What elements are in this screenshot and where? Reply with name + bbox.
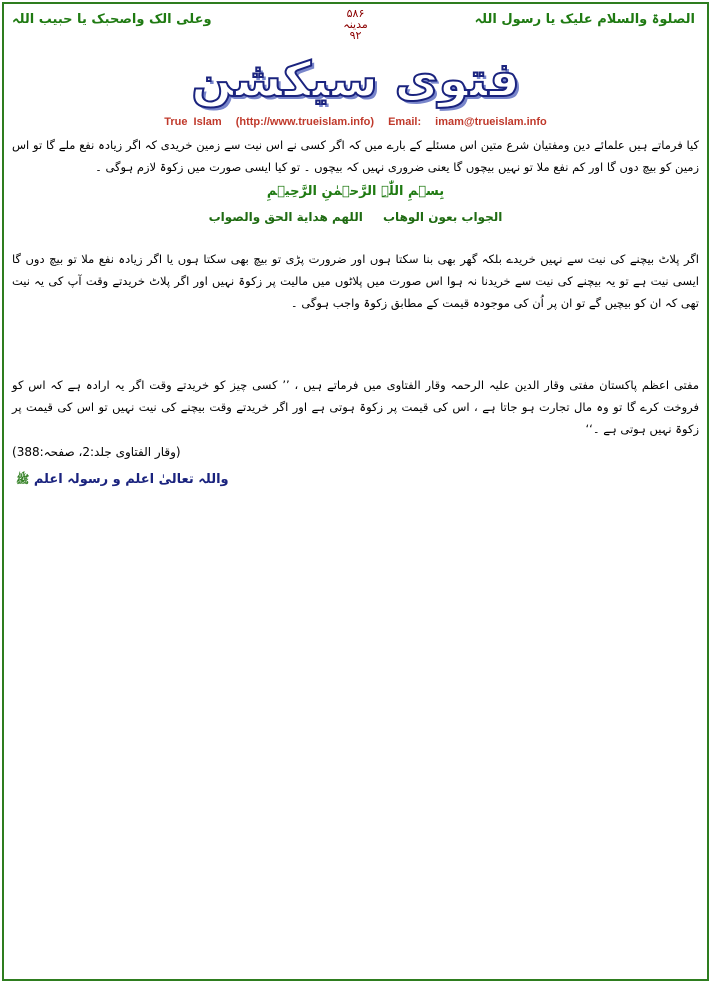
closing-text: واللہ تعالیٰ اعلم و رسولہ اعلم <box>33 472 229 487</box>
site-url-link[interactable]: (http://www.trueislam.info) <box>235 116 375 128</box>
page-title: فتوی سیکشن <box>191 52 520 108</box>
closing-line <box>12 472 229 489</box>
answer-paragraph-1: اگر پلاٹ بیچنے کی نیت سے نہیں خریدے بلکہ گھر بھی بنا سکتا ہوں اور ضرورت پڑی تو بیچ بھی سکتا ہوں یا اگر زیادہ نفع ملا تو بیچ دوں گا ایسی نیت ہے تو یہ بیچنے کی نیت سے خریدنا نہ ہوا اس صورت میں پلاٹوں میں مالیت پر زکوۃ نہیں اور اگر پلاٹ خریدتے وقت آپ کی یہ نیت تھی کہ ان کو بیچیں گے تو ان پر اُن کی موجودہ قیمت کے مطابق زکوۃ واجب ہوگی ۔ <box>12 252 699 310</box>
salutation-right: الصلوۃ والسلام علیک یا رسول اللہ <box>474 12 695 27</box>
year-label: ۹۲ <box>349 29 362 42</box>
page-frame <box>2 2 709 981</box>
question-text: کیا فرماتے ہیں علمائے دین ومفتیان شرع متین اس مسئلے کے بارے میں کہ اگر کسی نے اس نیت سے زمین خریدی کہ اگر زیادہ نفع ملے گا تو اس زمین کو بیچ دوں گا اور کم نفع ملا تو نہیں بیچوں گا یعنی ضروری نہیں کہ بیچوں ۔ تو کیا ایسی صورت میں زکوۃ لازم ہوگی ۔ <box>12 138 699 174</box>
answer-paragraph-2: مفتی اعظم پاکستان مفتی وقار الدین علیہ الرحمہ وقار الفتاوی میں فرماتے ہیں ، ’’ کسی چیز کو خریدتے وقت اگر یہ ارادہ ہے کہ اس کو فروخت کرے گا تو وہ مال تجارت ہو جاتا ہے ، اس کی قیمت پر زکوۃ ہوتی ہے اور اگر خریدتے وقت بیچنے کی نیت نہیں تو اس کی قیمت پر زکوۃ نہیں ہوتی ہے ۔‘‘ <box>12 378 699 436</box>
jawab-part-2: اللهم هداية الحق والصواب <box>208 210 363 224</box>
jawab-heading <box>4 210 707 224</box>
salawat-seal-icon: ﷺ <box>16 473 30 486</box>
reference-citation: (وقار الفتاوی جلد:2، صفحہ:388) <box>12 445 181 459</box>
madina-label: مدینہ <box>343 18 368 31</box>
jawab-part-1: الجواب بعون الوهاب <box>383 210 503 224</box>
contact-line <box>4 116 707 128</box>
salutation-left: وعلی الک واصحبک یا حبیب اللہ <box>12 12 212 27</box>
email-link[interactable]: imam@trueislam.info <box>435 116 547 128</box>
site-name: True Islam <box>164 116 222 128</box>
email-label: Email: <box>388 116 422 128</box>
page-number: ۵۸۶ <box>346 7 365 20</box>
bismillah: بِسۡمِ اللّٰہِ الرَّحۡمٰنِ الرَّحِیۡمِ <box>266 184 445 199</box>
